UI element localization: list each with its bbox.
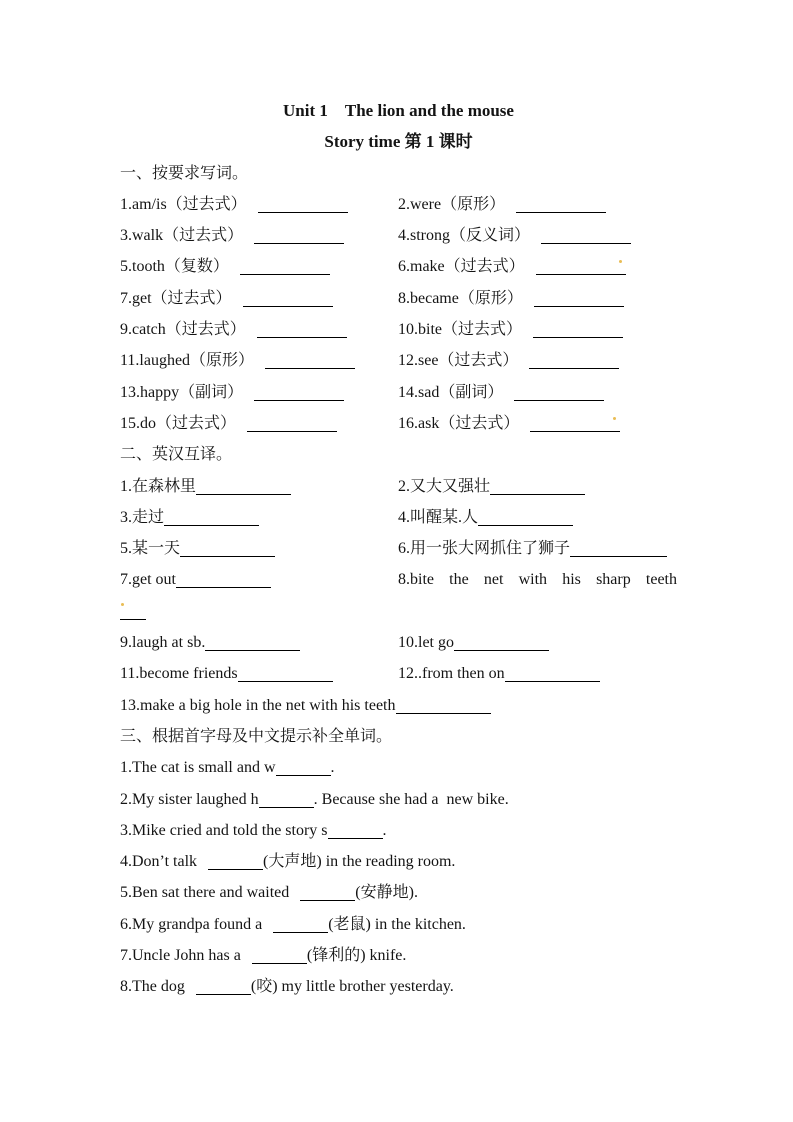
item-text: 8.bite the net with his sharp teeth (398, 571, 677, 589)
section-heading: 二、英汉互译。 (120, 446, 233, 464)
item-text: 4.strong（反义词） (398, 227, 531, 245)
answer-blank[interactable] (208, 855, 263, 870)
answer-blank[interactable] (180, 542, 275, 557)
answer-blank[interactable] (516, 198, 606, 213)
worksheet-item (398, 377, 677, 408)
answer-blank[interactable] (196, 480, 291, 495)
worksheet-row (120, 909, 677, 940)
answer-blank[interactable] (247, 417, 337, 432)
item-text: 16.ask（过去式） (398, 414, 520, 432)
worksheet-item (120, 314, 398, 345)
answer-blank[interactable] (505, 667, 600, 682)
worksheet-row (120, 752, 677, 783)
item-text: 2.又大又强壮 (398, 477, 491, 495)
answer-blank[interactable] (276, 761, 331, 776)
worksheet-subtitle: Story time 第 1 课时 (324, 132, 473, 152)
item-text: 9.catch（过去式） (120, 321, 246, 339)
item-text: 11.laughed（原形） (120, 352, 255, 370)
worksheet-row (120, 971, 677, 1002)
worksheet-item (398, 627, 677, 658)
worksheet-row (120, 533, 677, 564)
item-text: . (330, 759, 335, 777)
item-text: 8.The dog (120, 978, 185, 996)
answer-blank[interactable] (536, 260, 626, 275)
worksheet-item (120, 971, 677, 1002)
answer-blank[interactable] (265, 354, 355, 369)
worksheet-row (120, 815, 677, 846)
worksheet-row (120, 408, 677, 439)
worksheet-item (398, 314, 677, 345)
item-text: 3.走过 (120, 508, 165, 526)
item-text: 3.Mike cried and told the story s (120, 821, 328, 839)
answer-blank[interactable] (176, 573, 271, 588)
answer-blank[interactable] (328, 824, 383, 839)
item-text: 9.laugh at sb. (120, 634, 206, 652)
item-text: (锋利的) knife. (306, 947, 407, 965)
item-text: 5.某一天 (120, 540, 181, 558)
item-text: 7.get（过去式） (120, 289, 232, 307)
scan-artifact-dot (619, 260, 622, 263)
worksheet-content (120, 95, 677, 1003)
item-text: 3.walk（过去式） (120, 227, 244, 245)
answer-blank[interactable] (490, 480, 585, 495)
worksheet-item (120, 564, 398, 595)
answer-blank[interactable] (273, 918, 328, 933)
answer-blank[interactable] (530, 417, 620, 432)
worksheet-row (120, 220, 677, 251)
worksheet-item (120, 408, 398, 439)
worksheet-body (120, 158, 677, 1003)
item-text: (安静地). (355, 884, 418, 902)
item-text: 14.sad（副词） (398, 383, 504, 401)
answer-blank[interactable] (258, 198, 348, 213)
worksheet-item (120, 658, 398, 689)
worksheet-title: Unit 1 The lion and the mouse (283, 101, 514, 120)
worksheet-item (120, 909, 677, 940)
item-text: 8.became（原形） (398, 289, 523, 307)
worksheet-item (120, 189, 398, 220)
item-text: 1.The cat is small and w (120, 759, 276, 777)
worksheet-item (120, 690, 677, 721)
answer-blank[interactable] (205, 636, 300, 651)
worksheet-item (120, 220, 398, 251)
item-text: 5.Ben sat there and waited (120, 884, 290, 902)
worksheet-item (120, 502, 398, 533)
answer-blank[interactable] (196, 980, 251, 995)
item-text: 2.My sister laughed h (120, 790, 259, 808)
item-text: 13.make a big hole in the net with his teeth (120, 696, 396, 714)
item-text: 4.Don’t talk (120, 853, 198, 871)
worksheet-row (120, 627, 677, 658)
worksheet-item (398, 345, 677, 376)
worksheet-row (120, 502, 677, 533)
worksheet-item (120, 752, 677, 783)
item-text: 4.叫醒某.人 (398, 508, 479, 526)
worksheet-item (398, 189, 677, 220)
answer-blank[interactable] (259, 793, 314, 808)
worksheet-item (398, 251, 677, 282)
item-text: 1.am/is（过去式） (120, 195, 247, 213)
worksheet-item (120, 471, 398, 502)
worksheet-item (398, 408, 677, 439)
worksheet-row (120, 471, 677, 502)
scan-artifact-dot (121, 603, 124, 606)
worksheet-row (120, 846, 677, 877)
item-text: 6.make（过去式） (398, 258, 525, 276)
answer-blank[interactable] (252, 949, 307, 964)
worksheet-item (398, 283, 677, 314)
answer-blank[interactable] (300, 886, 355, 901)
answer-blank[interactable] (533, 323, 623, 338)
worksheet-item (120, 596, 398, 627)
answer-blank[interactable] (243, 292, 333, 307)
worksheet-item (120, 877, 677, 908)
answer-blank[interactable] (164, 511, 259, 526)
worksheet-item (120, 627, 398, 658)
worksheet-item (398, 658, 677, 689)
worksheet-row (120, 377, 677, 408)
answer-blank[interactable] (238, 667, 333, 682)
worksheet-row (120, 283, 677, 314)
item-text: 11.become friends (120, 665, 238, 683)
worksheet-row (120, 314, 677, 345)
scan-artifact-dot (613, 417, 616, 420)
worksheet-row (120, 564, 677, 595)
answer-blank[interactable] (541, 229, 631, 244)
worksheet-row (120, 690, 677, 721)
worksheet-row (120, 658, 677, 689)
worksheet-item (120, 533, 398, 564)
worksheet-item (398, 502, 677, 533)
item-text: 12..from then on (398, 665, 505, 683)
worksheet-item (120, 815, 677, 846)
worksheet-item (120, 784, 677, 815)
answer-blank[interactable] (478, 511, 573, 526)
answer-blank[interactable] (534, 292, 624, 307)
item-text: 12.see（过去式） (398, 352, 519, 370)
worksheet-row (120, 596, 677, 627)
worksheet-item (120, 846, 677, 877)
item-text: 1.在森林里 (120, 477, 197, 495)
item-text: 15.do（过去式） (120, 414, 237, 432)
item-text: 6.用一张大网抓住了狮子 (398, 540, 571, 558)
item-text: 2.were（原形） (398, 195, 506, 213)
answer-blank[interactable] (570, 542, 667, 557)
answer-blank[interactable] (454, 636, 549, 651)
answer-blank[interactable] (240, 260, 330, 275)
worksheet-item (398, 220, 677, 251)
answer-blank[interactable] (529, 354, 619, 369)
item-text: 7.get out (120, 571, 176, 589)
answer-blank[interactable] (514, 386, 604, 401)
item-text: . Because she had a new bike. (313, 790, 509, 808)
worksheet-row (120, 940, 677, 971)
item-text: (咬) my little brother yesterday. (250, 978, 454, 996)
item-text: (老鼠) in the kitchen. (328, 915, 466, 933)
section-heading: 三、根据首字母及中文提示补全单词。 (120, 727, 393, 745)
answer-blank[interactable] (257, 323, 347, 338)
answer-blank[interactable] (120, 605, 146, 620)
worksheet-row (120, 784, 677, 815)
item-text: 6.My grandpa found a (120, 915, 263, 933)
worksheet-item (120, 283, 398, 314)
item-text: 10.bite（过去式） (398, 321, 522, 339)
worksheet-row (120, 345, 677, 376)
answer-blank[interactable] (396, 699, 491, 714)
item-text: (大声地) in the reading room. (263, 853, 456, 871)
answer-blank[interactable] (254, 229, 344, 244)
item-text: 7.Uncle John has a (120, 947, 241, 965)
item-text: 5.tooth（复数） (120, 258, 229, 276)
worksheet-row (120, 877, 677, 908)
item-text: 13.happy（副词） (120, 383, 244, 401)
worksheet-item (398, 471, 677, 502)
worksheet-item (120, 251, 398, 282)
answer-blank[interactable] (254, 386, 344, 401)
worksheet-item (120, 377, 398, 408)
worksheet-item (120, 345, 398, 376)
section-heading: 一、按要求写词。 (120, 164, 249, 182)
item-text: 10.let go (398, 634, 454, 652)
worksheet-row (120, 251, 677, 282)
worksheet-item (120, 940, 677, 971)
worksheet-item (398, 533, 677, 564)
worksheet-row (120, 189, 677, 220)
worksheet-item (398, 564, 677, 595)
item-text: . (382, 821, 387, 839)
